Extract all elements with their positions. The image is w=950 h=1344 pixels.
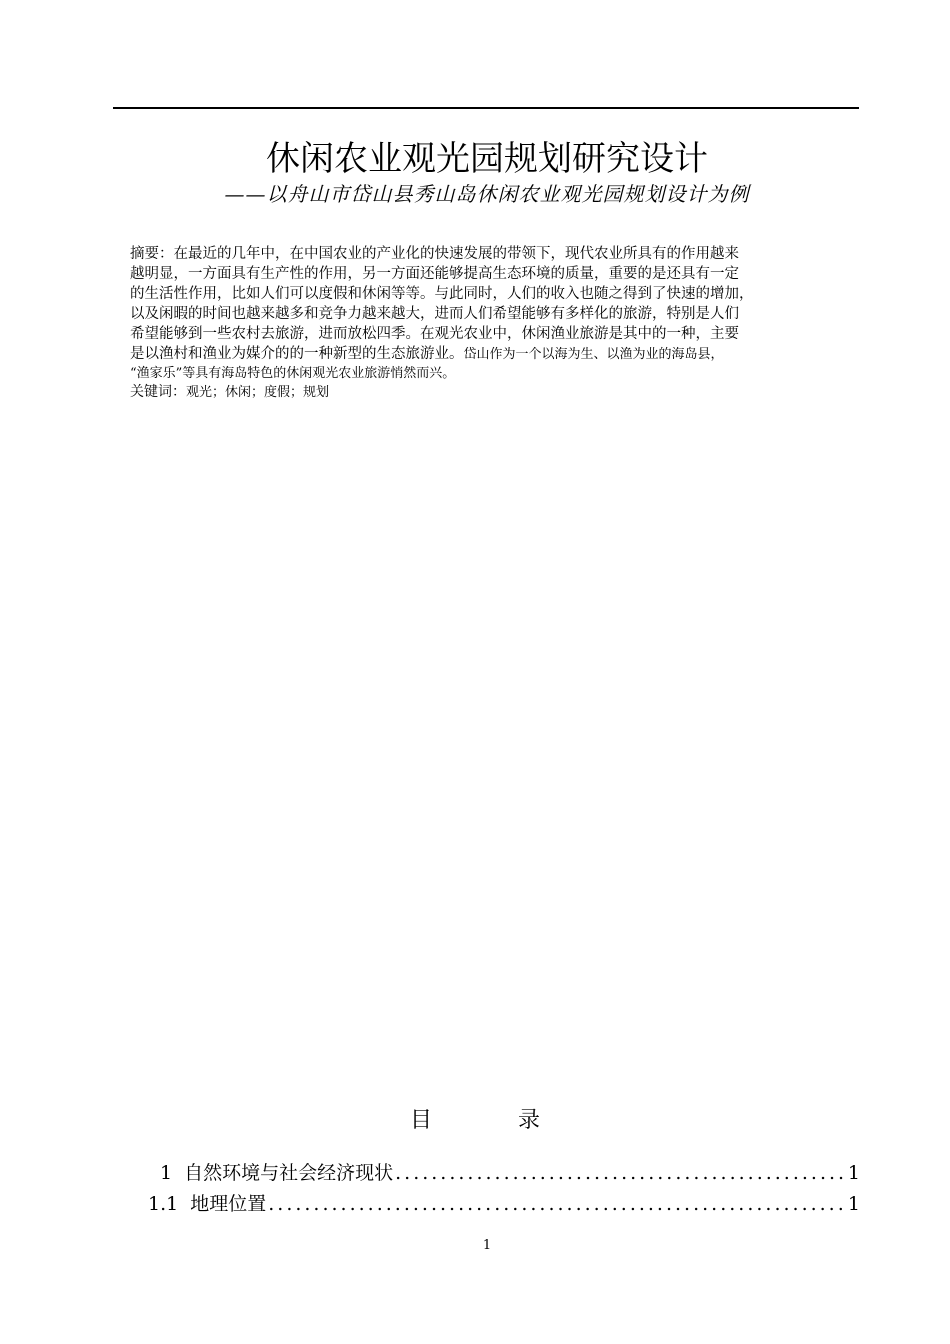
abstract-line bbox=[130, 344, 860, 364]
toc-entry[interactable] bbox=[160, 1160, 860, 1186]
keywords-label: 关键词： bbox=[130, 384, 186, 400]
document-title: 休闲农业观光园规划研究设计 bbox=[266, 139, 708, 179]
toc-heading bbox=[410, 1106, 540, 1136]
header-rule bbox=[113, 107, 859, 109]
page-number: 1 bbox=[482, 1238, 492, 1253]
document-subtitle: ——以舟山市岱山县秀山岛休闲农业观光园规划设计为例 bbox=[224, 182, 750, 206]
toc-entry-title: 地理位置 bbox=[190, 1193, 267, 1215]
toc-entry-page: 1 bbox=[847, 1193, 860, 1215]
abstract-text: 岱山作为一个以海为生、以渔为业的海岛县， bbox=[463, 347, 724, 362]
toc-heading-left: 目 bbox=[410, 1108, 433, 1133]
toc-entry-page: 1 bbox=[847, 1162, 860, 1184]
abstract-line: 希望能够到一些农村去旅游，进而放松四季。在观光农业中，休闲渔业旅游是其中的一种，主要 bbox=[130, 326, 739, 342]
toc-entry-number: 1 bbox=[160, 1162, 173, 1184]
toc-entry[interactable] bbox=[148, 1191, 860, 1217]
keywords-line bbox=[130, 382, 329, 403]
abstract-block bbox=[130, 244, 860, 384]
toc-entry-title: 自然环境与社会经济现状 bbox=[184, 1162, 394, 1184]
abstract-line: 摘要：在最近的几年中，在中国农业的产业化的快速发展的带领下，现代农业所具有的作用越来 bbox=[130, 246, 739, 262]
abstract-line: 的生活性作用，比如人们可以度假和休闲等等。与此同时，人们的收入也随之得到了快速的增加， bbox=[130, 286, 754, 302]
abstract-line: 以及闲暇的时间也越来越多和竞争力越来越大，进而人们希望能够有多样化的旅游，特别是人们 bbox=[130, 306, 739, 322]
abstract-line: “渔家乐”等具有海岛特色的休闲观光农业旅游悄然而兴。 bbox=[130, 366, 456, 381]
toc-heading-right: 录 bbox=[518, 1108, 541, 1133]
keywords-value: 观光；休闲；度假；规划 bbox=[186, 385, 330, 400]
toc-leader-dots bbox=[395, 1160, 844, 1186]
abstract-text: 是以渔村和渔业为媒介的的一种新型的生态旅游业。 bbox=[130, 346, 464, 362]
abstract-line: 越明显，一方面具有生产性的作用，另一方面还能够提高生态环境的质量，重要的是还具有一定 bbox=[130, 266, 739, 282]
toc-entry-number: 1.1 bbox=[148, 1193, 179, 1215]
toc-leader-dots bbox=[268, 1191, 844, 1217]
